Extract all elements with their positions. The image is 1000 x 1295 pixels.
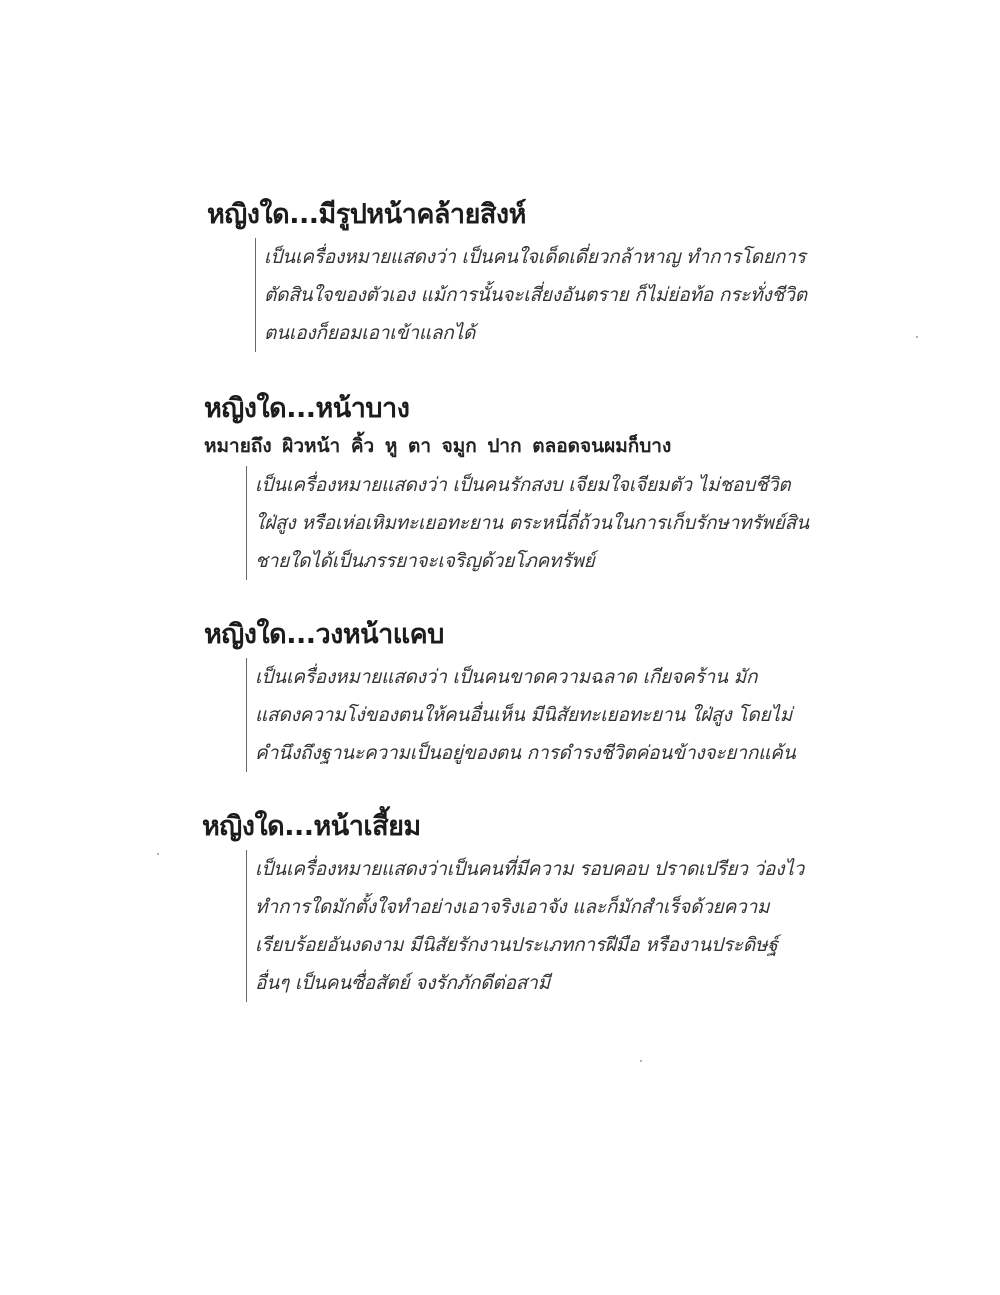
body-line: แสดงความโง่ของตนให้คนอื่นเห็น มีนิสัยทะเยอทะยาน ใฝ่สูง โดยไม่ xyxy=(255,704,793,726)
section-body xyxy=(246,466,845,580)
section-heading: หญิงใด...วงหน้าแคบ xyxy=(204,619,444,650)
section-heading: หญิงใด...มีรูปหน้าคล้ายสิงห์ xyxy=(207,199,526,230)
scan-speck xyxy=(916,336,918,338)
body-line: ชายใดได้เป็นภรรยาจะเจริญด้วยโภคทรัพย์ xyxy=(255,550,595,572)
section-lion-face xyxy=(207,198,907,352)
section-subheading: หมายถึง ผิวหน้า คิ้ว หู ตา จมูก ปาก ตลอดจนผมก็บาง xyxy=(204,435,672,457)
section-body xyxy=(255,238,854,352)
body-line: เป็นเครื่องหมายแสดงว่า เป็นคนรักสงบ เจียมใจเจียมตัว ไม่ชอบชีวิต xyxy=(255,474,791,496)
body-line: ตัดสินใจของตัวเอง แม้การนั้นจะเสี่ยงอันตราย ก็ไม่ย่อท้อ กระทั่งชีวิต xyxy=(264,284,807,306)
section-body xyxy=(246,850,845,1002)
section-pointed-face xyxy=(202,810,902,1002)
body-line: เป็นเครื่องหมายแสดงว่า เป็นคนใจเด็ดเดี่ยวกล้าหาญ ทำการโดยการ xyxy=(264,246,806,268)
section-heading: หญิงใด...หน้าเสี้ยม xyxy=(202,811,421,842)
section-heading: หญิงใด...หน้าบาง xyxy=(204,393,410,424)
scan-speck xyxy=(157,853,159,855)
scan-speck xyxy=(640,1060,642,1062)
body-line: ตนเองก็ยอมเอาเข้าแลกได้ xyxy=(264,322,476,344)
body-line: ทำการใดมักตั้งใจทำอย่างเอาจริงเอาจัง และก็มักสำเร็จด้วยความ xyxy=(255,896,770,918)
section-body xyxy=(246,658,845,772)
section-narrow-face xyxy=(204,618,904,772)
body-line: เรียบร้อยอันงดงาม มีนิสัยรักงานประเภทการฝีมือ หรืองานประดิษฐ์ xyxy=(255,934,778,956)
section-thin-face xyxy=(204,392,904,580)
body-line: อื่นๆ เป็นคนซื่อสัตย์ จงรักภักดีต่อสามี xyxy=(255,972,550,994)
body-line: ใฝ่สูง หรือเห่อเหิมทะเยอทะยาน ตระหนี่ถี่ถ้วนในการเก็บรักษาทรัพย์สิน xyxy=(255,512,809,534)
body-line: เป็นเครื่องหมายแสดงว่าเป็นคนที่มีความ รอบคอบ ปราดเปรียว ว่องไว xyxy=(255,858,805,880)
body-line: เป็นเครื่องหมายแสดงว่า เป็นคนขาดความฉลาด เกียจคร้าน มัก xyxy=(255,666,758,688)
body-line: คำนึงถึงฐานะความเป็นอยู่ของตน การดำรงชีวิตค่อนข้างจะยากแค้น xyxy=(255,742,796,764)
